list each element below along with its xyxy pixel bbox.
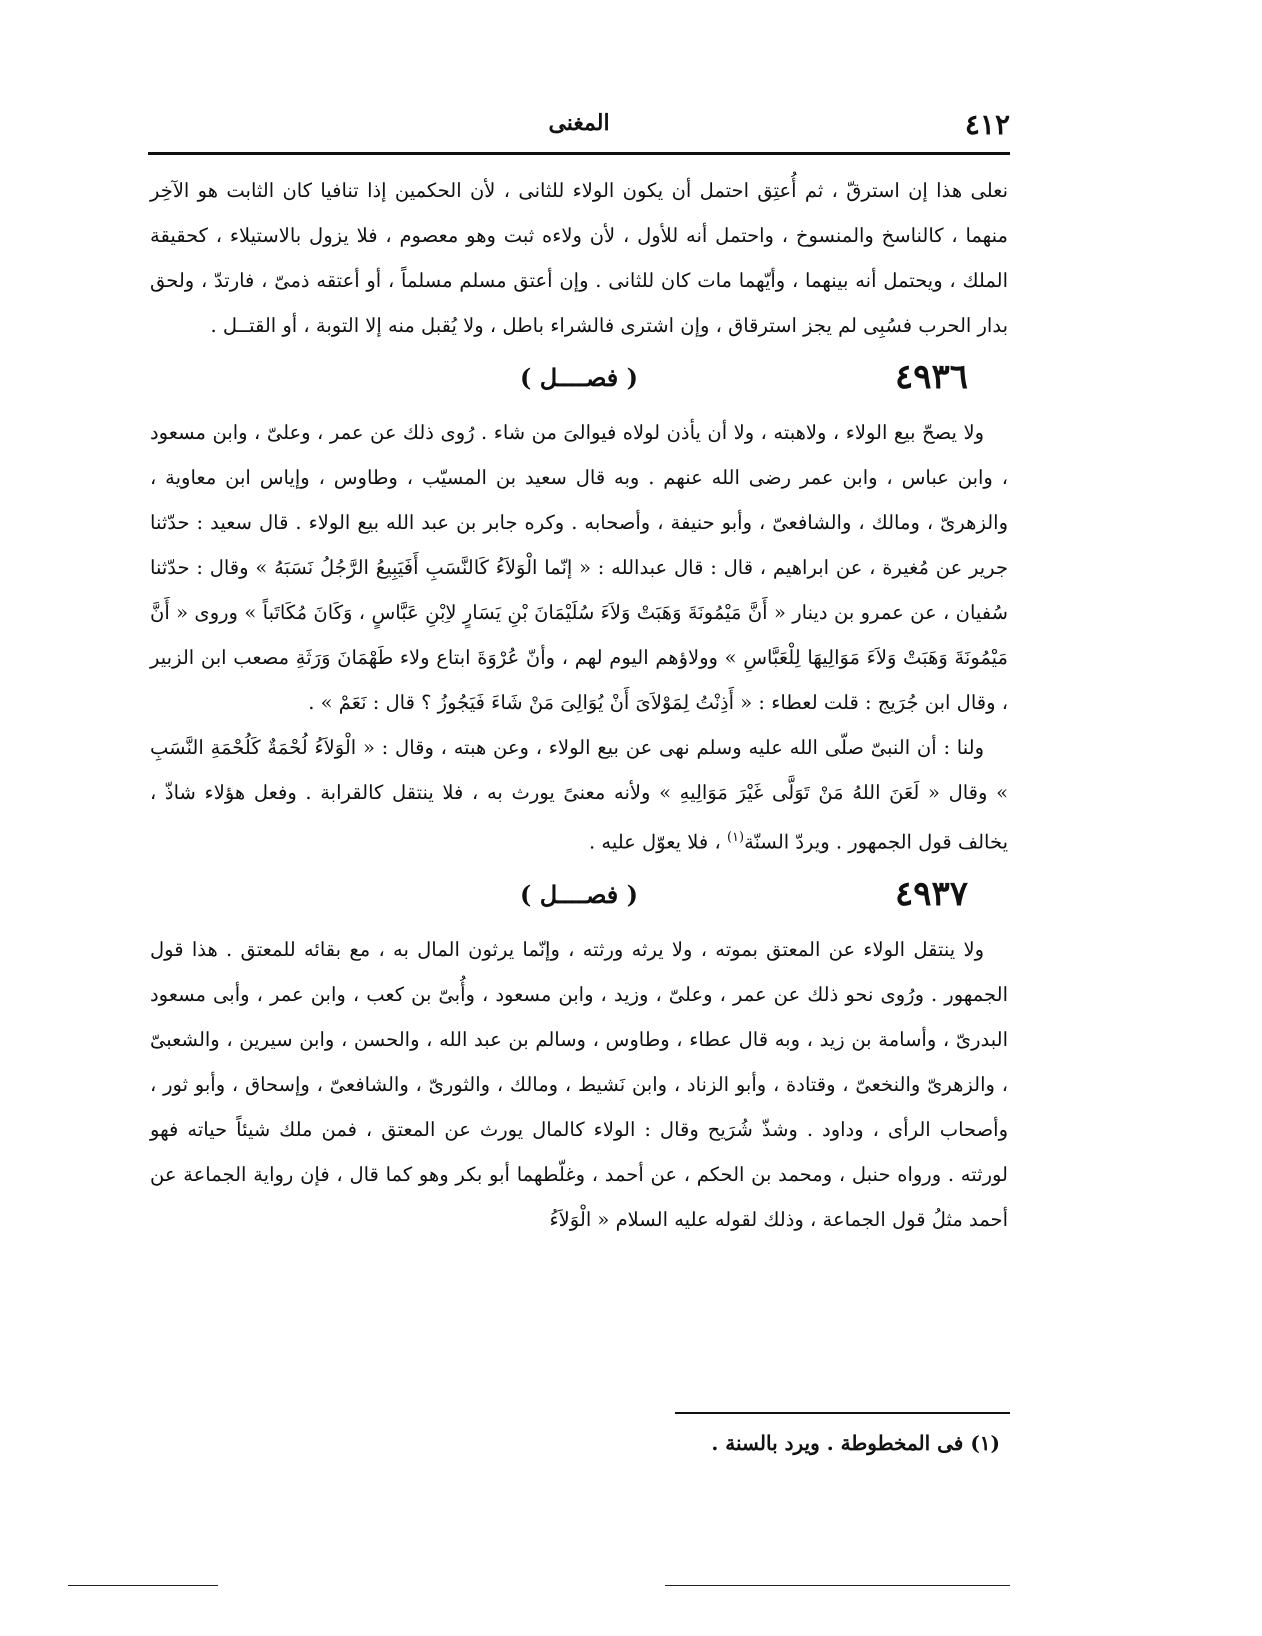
page-body	[150, 168, 1008, 1242]
paragraph-text: ولنا : أن النبىّ صلّى الله عليه وسلم نهى عن بيع الولاء ، وعن هبته ، وقال : « الْوَلاَءُ لُحْمَةٌ كَلُحْمَةِ النَّسَبِ » وقال « لَعَنَ اللهُ مَنْ تَوَلَّى غَيْرَ مَوَالِيهِ » ولأنه معنىً يورث به ، فلا ينتقل كالقرابة . وفعل هؤلاء شاذّ ، يخالف قول الجمهور . ويردّ السنّة	[150, 736, 1008, 854]
page-number: ٤١٢	[964, 108, 1010, 141]
paragraph-text-end: ، فلا يعوّل عليه .	[588, 830, 727, 854]
footnote-reference: (١)	[726, 830, 745, 845]
page-edge-line-left	[68, 1585, 218, 1586]
footnote: (١) فى المخطوطة . ويرد بالسنة .	[711, 1431, 1000, 1455]
section-title: ( فصــــل )	[519, 363, 638, 392]
intro-paragraph: نعلى هذا إن استرقّ ، ثم أُعتِق احتمل أن يكون الولاء للثانى ، لأن الحكمين إذا تنافيا كان الثابت هو الآخِر منهما ، كالناسخ والمنسوخ ، واحتمل أنه للأول ، لأن ولاءه ثبت وهو معصوم ، فلا يزول بالاستيلاء ، كحقيقة الملك ، ويحتمل أنه بينهما ، وأيّهما مات كان للثانى . وإن أعتق مسلم مسلماً ، أو أعتقه ذمىّ ، فارتدّ ، ولحق بدار الحرب فسُبِى لم يجز استرقاق ، وإن اشترى فالشراء باطل ، ولا يُقبل منه إلا التوبة ، أو القتــل .	[150, 179, 1009, 337]
section-number: ٤٩٣٧	[894, 873, 968, 914]
section-4937-paragraph-1: ولا ينتقل الولاء عن المعتق بموته ، ولا يرثه ورثته ، وإنّما يرثون المال به ، مع بقائه للمعتق . هذا قول الجمهور . ورُوى نحو ذلك عن عمر ، وعلىّ ، وزيد ، وابن مسعود ، وأُبىّ بن كعب ، وابن عمر ، وأبى مسعود البدرىّ ، وأسامة بن زيد ، وبه قال عطاء ، وطاوس ، وسالم بن عبد الله ، والحسن ، وابن سيرين ، والشعبىّ ، والزهرىّ والنخعىّ ، وقتادة ، وأبو الزناد ، وابن نَشيط ، ومالك ، والثورىّ ، والشافعىّ ، وإسحاق ، وأبو ثور ، وأصحاب الرأى ، وداود . وشذّ شُرَيح وقال : الولاء كالمال يورث عن المعتق ، فمن ملك شيئاً حياته فهو لورثته . ورواه حنبل ، ومحمد بن الحكم ، عن أحمد ، وغلّطهما أبو بكر وهو كما قال ، فإن رواية الجماعة عن أحمد مثلُ قول الجماعة ، وذلك لقوله عليه السلام « الْوَلاَءُ	[150, 937, 1008, 1231]
section-4936-paragraph-1: ولا يصحّ بيع الولاء ، ولاهبته ، ولا أن يأذن لولاه فيوالىَ من شاء . رُوى ذلك عن عمر ، وعلىّ ، وابن مسعود ، وابن عباس ، وابن عمر رضى الله عنهم . وبه قال سعيد بن المسيّب ، وطاوس ، وإياس ابن معاوية ، والزهرىّ ، ومالك ، والشافعىّ ، وأبو حنيفة ، وأصحابه . وكره جابر بن عبد الله بيع الولاء . قال سعيد : حدّثنا جرير عن مُغيرة ، عن ابراهيم ، قال : قال عبدالله : « إنّما الْوَلاَءُ كَالنَّسَبِ أَفَيَبِيعُ الرَّجُلُ نَسَبَهُ » وقال : حدّثنا سُفيان ، عن عمرو بن دينار « أَنَّ مَيْمُونَةَ وَهَبَتْ وَلاَءَ سُلَيْمَانَ بْنِ يَسَارٍ لاِبْنِ عَبَّاسٍ ، وَكَانَ مُكَاتَباً » وروى « أَنَّ مَيْمُونَةَ وَهَبَتْ وَلاَءَ مَوَالِيهَا لِلْعَبَّاسِ » وولاؤهم اليوم لهم ، وأنّ عُرْوَةَ ابتاع ولاء طَهْمَانَ وَرَثَةِ مصعب ابن الزبير ، وقال ابن جُرَيج : قلت لعطاء : « أَذِنْتُ لِمَوْلاَىَ أَنْ يُوَالِىَ مَنْ شَاءَ فَيَجُوزُ ؟ قال : نَعَمْ » .	[150, 421, 1008, 714]
section-heading-4936	[150, 348, 1008, 410]
section-heading-4937	[150, 865, 1008, 927]
section-title: ( فصــــل )	[519, 879, 638, 909]
running-title: المغنى	[548, 110, 610, 136]
section-number: ٤٩٣٦	[894, 357, 968, 397]
page-edge-line-right	[665, 1585, 1010, 1586]
footnote-rule	[675, 1412, 1010, 1414]
header-rule	[148, 152, 1010, 155]
section-4936-paragraph-2	[150, 725, 1008, 865]
page-header	[148, 108, 1010, 154]
